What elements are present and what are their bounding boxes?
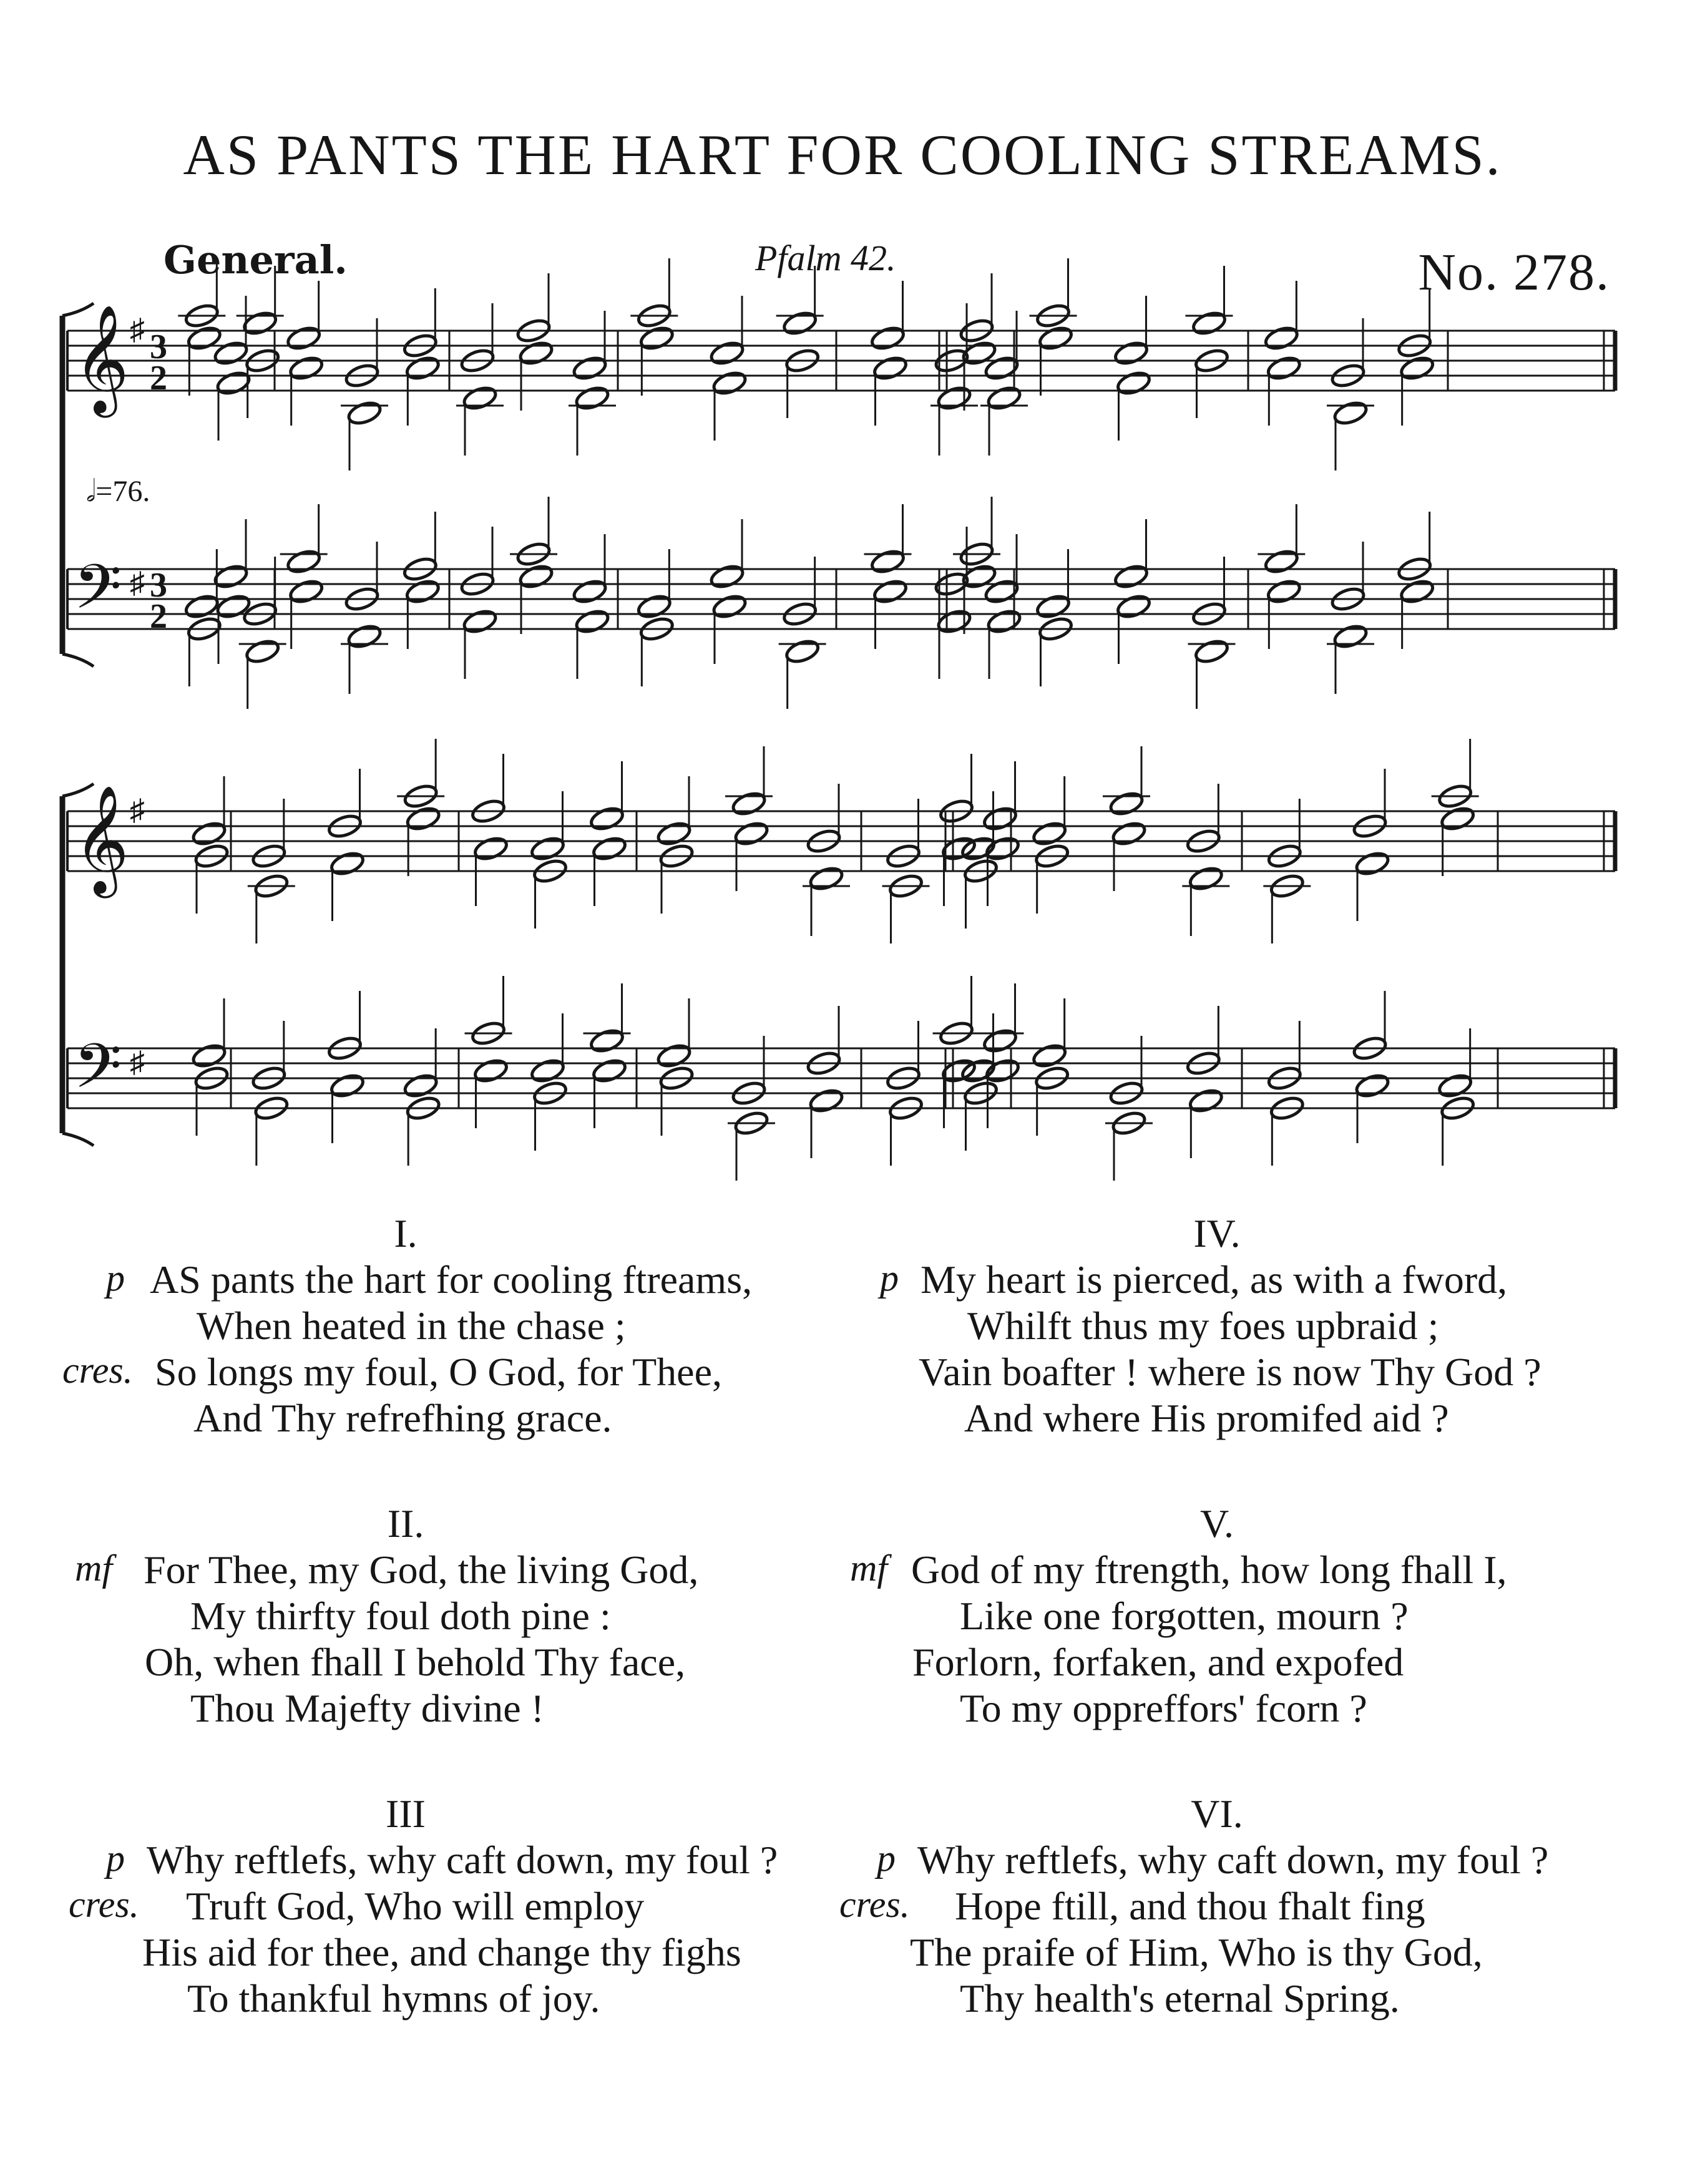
note-head	[656, 1042, 692, 1070]
note-head	[1113, 339, 1149, 367]
verse-line: His aid for thee, and change thy fighs	[142, 1930, 741, 1974]
note-head	[1108, 790, 1145, 817]
note-head	[191, 1042, 227, 1070]
stanza-numeral: IV.	[1193, 1211, 1241, 1255]
dynamic-mark: cres.	[69, 1884, 139, 1925]
verse-line: God of my ftrength, how long fhall I,	[911, 1548, 1507, 1592]
note-head	[1113, 563, 1149, 590]
stanza-numeral: V.	[1200, 1501, 1234, 1546]
dynamic-mark: p	[880, 1257, 899, 1299]
note-head	[591, 835, 627, 862]
note-head	[329, 1072, 365, 1099]
verse-line: Thou Majefty divine !	[190, 1686, 544, 1730]
note-head	[244, 638, 280, 665]
note-head	[285, 548, 321, 575]
note-head	[518, 339, 554, 367]
note-head	[1266, 354, 1302, 382]
bass-clef-icon: 𝄢	[74, 552, 122, 638]
note-head	[529, 1057, 565, 1085]
note-head	[404, 354, 441, 382]
note-head	[346, 623, 383, 650]
note-head	[784, 638, 820, 665]
stanza-numeral: I.	[394, 1211, 418, 1255]
note-head	[288, 578, 324, 605]
stanza-numeral: VI.	[1191, 1792, 1243, 1836]
stanza-2	[0, 1501, 811, 1732]
verse-line: The praife of Him, Who is thy God,	[910, 1930, 1483, 1974]
note-head	[1115, 369, 1151, 397]
category-label: General.	[164, 237, 348, 283]
note-head	[1266, 578, 1302, 605]
note-head	[574, 384, 610, 412]
bracket-hook	[62, 654, 94, 666]
tempo-marking: 𝅗𝅥=76.	[86, 475, 150, 508]
note-head	[709, 563, 745, 590]
time-signature-bottom: 2	[150, 597, 167, 636]
note-head	[1193, 638, 1229, 665]
note-head	[472, 835, 509, 862]
note-head	[213, 563, 249, 590]
note-head	[574, 608, 610, 635]
stanza-numeral: III	[386, 1792, 426, 1836]
note-head	[638, 324, 675, 352]
verse-line: My thirfty foul doth pine :	[190, 1594, 611, 1638]
time-signature-bottom: 2	[150, 359, 167, 397]
note-head	[1437, 1072, 1473, 1099]
hymn-title: AS PANTS THE HART FOR COOLING STREAMS.	[183, 123, 1502, 187]
note-head	[591, 1057, 627, 1085]
verse-line: AS pants the hart for cooling ftreams,	[150, 1257, 753, 1302]
note-head	[636, 593, 672, 620]
note-head	[1439, 805, 1475, 832]
score-layer	[62, 258, 1615, 1181]
note-head	[1111, 820, 1147, 847]
dynamic-mark: p	[106, 1838, 125, 1879]
note-head	[808, 865, 844, 892]
note-head	[1031, 820, 1067, 847]
note-head	[403, 1072, 439, 1099]
stanza-3	[0, 1791, 811, 2022]
verse-line: So longs my foul, O God, for Thee,	[155, 1350, 722, 1394]
bracket-hook	[62, 1133, 94, 1146]
stanza-6	[811, 1791, 1623, 2022]
note-head	[733, 820, 769, 847]
dynamic-mark: p	[106, 1257, 125, 1299]
verse-line: When heated in the chase ;	[197, 1304, 626, 1348]
note-head	[572, 354, 608, 382]
note-head	[1399, 578, 1435, 605]
note-head	[1037, 324, 1073, 352]
note-head	[589, 805, 625, 832]
verse-line: To thankful hymns of joy.	[187, 1976, 600, 2021]
note-head	[572, 578, 608, 605]
verse-line: Hope ftill, and thou fhalt fing	[955, 1884, 1425, 1928]
verse-line: Oh, when fhall I behold Thy face,	[145, 1640, 686, 1684]
verse-line: Why reftlefs, why caft down, my foul ?	[917, 1838, 1549, 1882]
note-head	[215, 369, 252, 397]
verse-line: And Thy refrefhing grace.	[193, 1396, 612, 1440]
note-head	[285, 324, 321, 352]
note-head	[589, 1027, 625, 1055]
note-head	[183, 593, 220, 620]
time-signature-top: 3	[150, 566, 167, 605]
note-head	[1263, 548, 1299, 575]
note-head	[869, 548, 906, 575]
note-head	[936, 384, 972, 412]
note-head	[213, 339, 249, 367]
note-head	[711, 369, 748, 397]
note-head	[191, 820, 227, 847]
note-head	[872, 354, 908, 382]
tempo-value: 76.	[112, 475, 150, 508]
note-head	[781, 310, 818, 337]
note-head	[986, 608, 1022, 635]
note-head	[404, 578, 441, 605]
note-head	[986, 384, 1022, 412]
note-head	[656, 820, 692, 847]
note-head	[936, 608, 972, 635]
note-head	[869, 324, 906, 352]
note-head	[982, 1027, 1018, 1055]
verse-line: Whilft thus my foes upbraid ;	[967, 1304, 1439, 1348]
note-head	[462, 608, 498, 635]
sharp-icon: ♯	[130, 313, 145, 346]
note-head	[1332, 399, 1369, 427]
note-head	[711, 593, 748, 620]
stanza-4	[811, 1211, 1623, 1441]
note-head	[518, 563, 554, 590]
note-head	[405, 805, 441, 832]
verse-line: Thy health's eternal Spring.	[960, 1976, 1400, 2021]
note-head	[1354, 1072, 1390, 1099]
time-signature-top: 3	[150, 328, 167, 366]
verse-line: Like one forgotten, mourn ?	[960, 1594, 1409, 1638]
note-head	[808, 1087, 844, 1114]
note-head	[472, 1057, 509, 1085]
stanza-numeral: II.	[387, 1501, 424, 1546]
treble-clef-icon: 𝄞	[74, 785, 129, 894]
verse-line: And where His promifed aid ?	[964, 1396, 1449, 1440]
note-head	[731, 790, 767, 817]
verse-line: Forlorn, forfaken, and expofed	[912, 1640, 1404, 1684]
sharp-icon: ♯	[130, 567, 145, 600]
note-head	[1332, 623, 1369, 650]
sharp-icon: ♯	[130, 1046, 145, 1079]
note-head	[1188, 865, 1224, 892]
stanza-1	[0, 1211, 811, 1441]
stanza-5	[811, 1501, 1623, 1732]
sharp-icon: ♯	[130, 794, 145, 827]
bass-clef-icon: 𝄢	[74, 1031, 122, 1118]
verse-line: For Thee, my God, the living God,	[144, 1548, 699, 1592]
half-note-icon: 𝅗𝅥	[86, 475, 96, 508]
verse-line: My heart is pierced, as with a fword,	[921, 1257, 1508, 1302]
verse-line: Truft God, Who will employ	[186, 1884, 645, 1928]
psalm-reference: Pfalm 42.	[755, 238, 896, 278]
note-head	[329, 850, 365, 877]
note-head	[1031, 1042, 1067, 1070]
note-head	[242, 310, 278, 337]
note-head	[462, 384, 498, 412]
note-head	[288, 354, 324, 382]
note-head	[1263, 324, 1299, 352]
dynamic-mark: p	[877, 1838, 896, 1879]
verse-line: To my oppreffors' fcorn ?	[960, 1686, 1367, 1730]
treble-clef-icon: 𝄞	[74, 305, 129, 413]
verse-line: Why reftlefs, why caft down, my foul ?	[147, 1838, 778, 1882]
note-head	[529, 835, 565, 862]
verse-line: Vain boafter ! where is now Thy God ?	[919, 1350, 1541, 1394]
dynamic-mark: cres.	[62, 1350, 133, 1391]
note-head	[346, 399, 383, 427]
note-head	[872, 578, 908, 605]
note-head	[982, 805, 1018, 832]
note-head	[1354, 850, 1390, 877]
note-head	[1188, 1087, 1224, 1114]
note-head	[186, 324, 222, 352]
dynamic-mark: mf	[850, 1548, 887, 1589]
note-head	[1399, 354, 1435, 382]
note-head	[1191, 310, 1227, 337]
dynamic-mark: mf	[75, 1548, 112, 1589]
dynamic-mark: cres.	[839, 1884, 910, 1925]
hymn-number: No. 278.	[1418, 243, 1610, 301]
note-head	[1115, 593, 1151, 620]
note-head	[1035, 593, 1071, 620]
note-head	[709, 339, 745, 367]
